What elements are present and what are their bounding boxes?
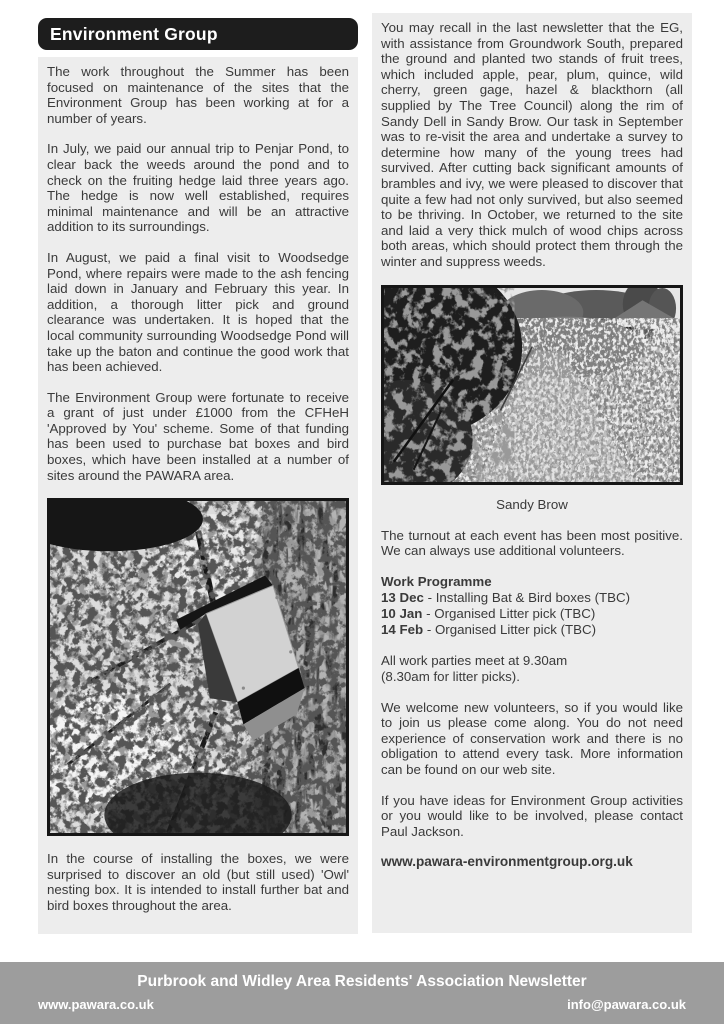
body-paragraph: If you have ideas for Environment Group activities or you would like to be involved, please contact Paul Jackson. bbox=[381, 792, 683, 839]
footer-email-link[interactable]: info@pawara.co.uk bbox=[567, 997, 686, 1012]
body-paragraph: We welcome new volunteers, so if you would like to join us please come along. You do not need experience of conservation work and there is no obligation to attend every task. More information can be found on our web site. bbox=[381, 699, 683, 778]
work-item-desc: - Installing Bat & Bird boxes (TBC) bbox=[427, 589, 631, 605]
body-paragraph: You may recall in the last newsletter that the EG, with assistance from Groundwork South, prepared the ground and planted two stands of fruit trees, which included apple, pear, plum, quince, wild cherry, green gage, hazel & blackthorn (all supplied by The Tree Council) along the rim of Sandy Dell in Sandy Brow. Our task in September was to re-visit the area and undertake a survey to determine how many of the young trees had survived. After cutting back significant amounts of brambles and ivy, we were pleased to discover that quite a few had not only survived, but also seemed to be thriving. In October, we returned to the site and laid a very thick mulch of wood chips across both areas, which should protect them through the winter and suppress weeds. bbox=[381, 20, 683, 269]
right-text-panel bbox=[372, 13, 692, 933]
work-item-date: 13 Dec bbox=[381, 589, 424, 605]
work-item-date: 14 Feb bbox=[381, 621, 424, 637]
footer-website-link[interactable]: www.pawara.co.uk bbox=[38, 997, 154, 1012]
newsletter-title: Purbrook and Widley Area Residents' Association Newsletter bbox=[137, 973, 587, 990]
bird-box-photo bbox=[47, 498, 349, 836]
work-programme-item bbox=[381, 622, 683, 638]
environment-group-url[interactable]: www.pawara-environmentgroup.org.uk bbox=[381, 854, 633, 870]
work-programme-heading: Work Programme bbox=[381, 573, 492, 589]
body-paragraph: In July, we paid our annual trip to Penjar Pond, to clear back the weeds around the pond and to check on the fruiting hedge laid three years ago. The hedge is now well established, requires minimal maintenance and will be an attractive addition to its surroundings. bbox=[47, 141, 349, 235]
sandy-brow-photo bbox=[381, 285, 683, 485]
meeting-times bbox=[381, 653, 683, 685]
sandy-brow-photo-image bbox=[384, 288, 680, 482]
work-programme bbox=[381, 574, 683, 638]
photo-caption: Sandy Brow bbox=[496, 496, 568, 512]
work-programme-item bbox=[381, 606, 683, 622]
section-header bbox=[38, 18, 358, 50]
body-paragraph: The Environment Group were fortunate to receive a grant of just under £1000 from the CFHeH 'Approved by You' scheme. Some of that funding has been used to purchase bat boxes and bird boxes, which have been installed at a number of sites around the PAWARA area. bbox=[47, 389, 349, 483]
left-text-panel bbox=[38, 57, 358, 934]
footer-bar bbox=[0, 962, 724, 1024]
footer-links-row bbox=[0, 991, 724, 1012]
left-column bbox=[38, 18, 358, 934]
meeting-time-line: All work parties meet at 9.30am bbox=[381, 652, 568, 668]
bird-box-photo-image bbox=[50, 501, 346, 833]
meeting-time-line: (8.30am for litter picks). bbox=[381, 668, 520, 684]
body-paragraph: In August, we paid a final visit to Woodsedge Pond, where repairs were made to the ash fencing laid down in January and February this year. In addition, a thorough litter pick and ground clearance was undertaken. It is hoped that the local community surrounding Woodsedge Pond will take up the baton and continue the good work that has been achieved. bbox=[47, 249, 349, 375]
body-paragraph: The work throughout the Summer has been focused on maintenance of the sites that the Environment Group has been working at for a number of years. bbox=[47, 64, 349, 126]
body-paragraph: The turnout at each event has been most positive. We can always use additional volunteers. bbox=[381, 527, 683, 559]
section-title: Environment Group bbox=[50, 23, 218, 44]
work-item-desc: - Organised Litter pick (TBC) bbox=[426, 605, 596, 621]
right-column bbox=[372, 13, 692, 933]
work-item-date: 10 Jan bbox=[381, 605, 423, 621]
body-paragraph: In the course of installing the boxes, we were surprised to discover an old (but still used) 'Owl' nesting box. It is intended to install further bat and bird boxes throughout the area. bbox=[47, 851, 349, 914]
work-programme-item bbox=[381, 590, 683, 606]
work-item-desc: - Organised Litter pick (TBC) bbox=[426, 621, 597, 637]
